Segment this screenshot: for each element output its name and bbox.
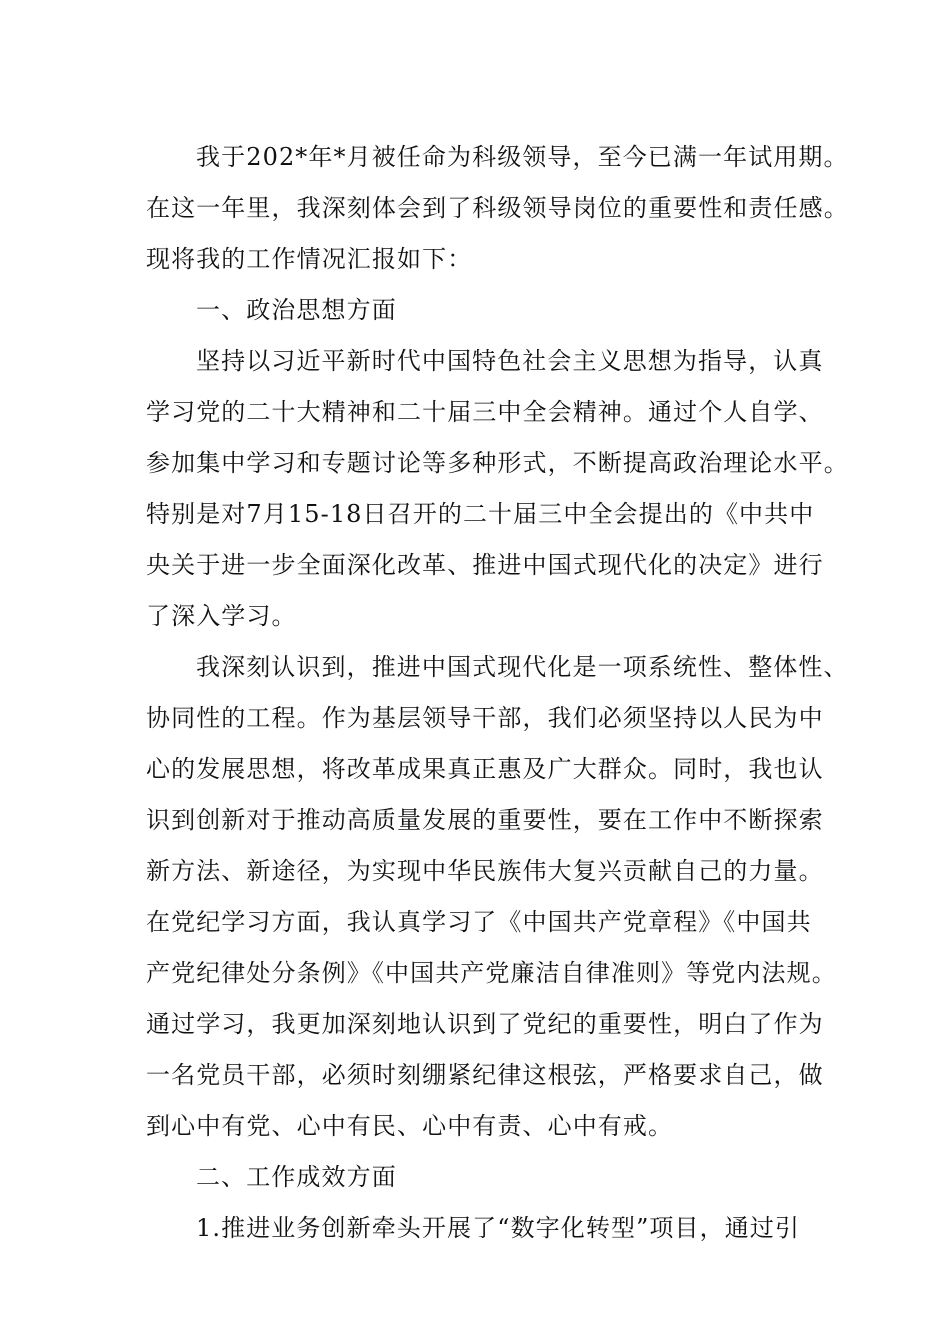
paragraph-line: 新方法、新途径，为实现中华民族伟大复兴贡献自己的力量。 [146, 857, 824, 885]
paragraph-line: 在这一年里，我深刻体会到了科级领导岗位的重要性和责任感。 [146, 194, 849, 222]
paragraph-line: 到心中有党、心中有民、心中有责、心中有戒。 [146, 1112, 674, 1140]
paragraph-line: 了深入学习。 [146, 602, 297, 630]
section-heading: 二、工作成效方面 [196, 1163, 397, 1191]
paragraph-line: 学习党的二十大精神和二十届三中全会精神。通过个人自学、 [146, 398, 824, 426]
paragraph-line: 心的发展思想，将改革成果真正惠及广大群众。同时，我也认 [146, 755, 824, 783]
section-heading: 一、政治思想方面 [196, 296, 397, 324]
paragraph-line: 特别是对7月15-18日召开的二十届三中全会提出的《中共中 [146, 500, 815, 528]
paragraph-line: 一名党员干部，必须时刻绷紧纪律这根弦，严格要求自己，做 [146, 1061, 824, 1089]
paragraph-line: 在党纪学习方面，我认真学习了《中国共产党章程》《中国共 [146, 908, 812, 936]
paragraph-line: 通过学习，我更加深刻地认识到了党纪的重要性，明白了作为 [146, 1010, 824, 1038]
paragraph-line: 协同性的工程。作为基层领导干部，我们必须坚持以人民为中 [146, 704, 824, 732]
paragraph-line: 识到创新对于推动高质量发展的重要性，要在工作中不断探索 [146, 806, 824, 834]
paragraph-line: 央关于进一步全面深化改革、推进中国式现代化的决定》进行 [146, 551, 824, 579]
paragraph-line: 我深刻认识到，推进中国式现代化是一项系统性、整体性、 [196, 653, 849, 681]
paragraph-line: 1.推进业务创新牵头开展了“数字化转型”项目，通过引 [196, 1214, 801, 1242]
paragraph-line: 参加集中学习和专题讨论等多种形式，不断提高政治理论水平。 [146, 449, 849, 477]
paragraph-line: 我于202*年*月被任命为科级领导，至今已满一年试用期。 [196, 143, 849, 171]
paragraph-line: 现将我的工作情况汇报如下： [146, 245, 473, 273]
paragraph-line: 坚持以习近平新时代中国特色社会主义思想为指导，认真 [196, 347, 824, 375]
paragraph-line: 产党纪律处分条例》《中国共产党廉洁自律准则》等党内法规。 [146, 959, 837, 987]
